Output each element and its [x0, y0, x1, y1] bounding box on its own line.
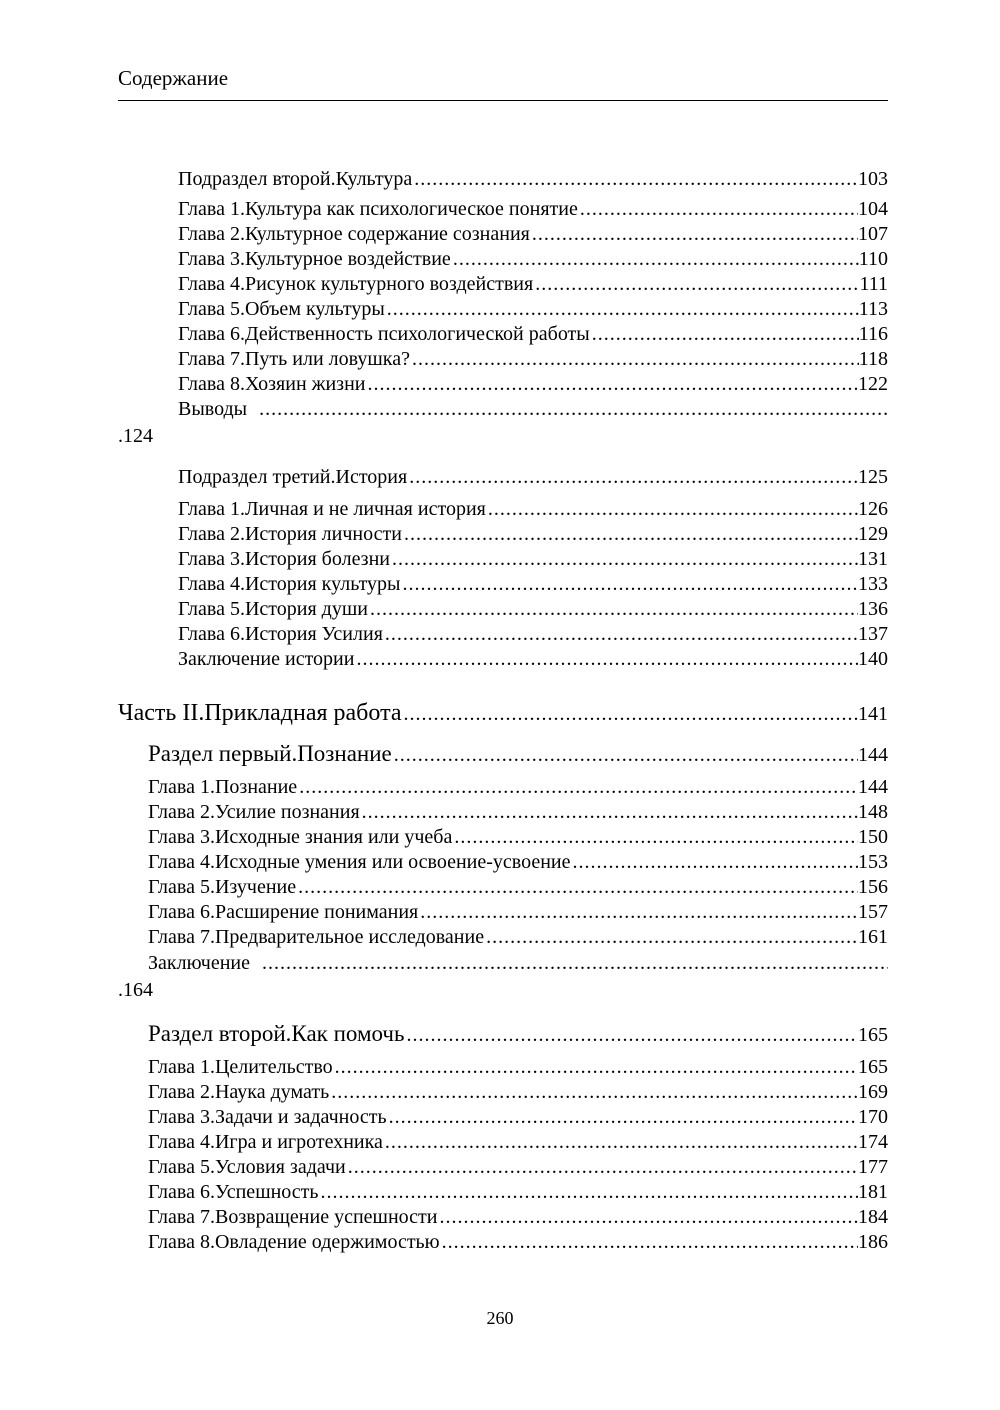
toc-leader-dots — [383, 1131, 858, 1154]
toc-entry-page: 103 — [858, 168, 888, 190]
toc-leader-dots — [451, 248, 859, 271]
toc-entry-title: Глава 7.Возвращение успешности — [148, 1206, 438, 1228]
toc-entry-page: 141 — [858, 703, 888, 725]
toc-entry-page: 129 — [858, 523, 888, 545]
toc-entry-title: Часть II.Прикладная работа — [118, 700, 402, 726]
toc-leader-dots — [437, 1206, 858, 1229]
toc-chapter-entry[interactable] — [178, 373, 888, 396]
toc-entry-page: 125 — [858, 466, 888, 488]
toc-chapter-entry[interactable] — [178, 273, 888, 296]
toc-entry-title: Глава 2.Усилие познания — [148, 801, 360, 823]
toc-chapter-entry[interactable] — [148, 901, 888, 924]
toc-entry-page: 144 — [858, 776, 888, 798]
page-number: 260 — [486, 1308, 514, 1328]
toc-entry-page: 137 — [858, 623, 888, 645]
toc-entry-title: Глава 6.Действенность психологической работы — [178, 323, 590, 345]
toc-chapter-entry[interactable] — [148, 1131, 888, 1154]
toc-leader-dots — [250, 952, 888, 975]
toc-entry-title: Глава 3.История болезни — [178, 548, 390, 570]
toc-entry-page: 133 — [858, 573, 888, 595]
toc-entry-title: Глава 8.Овладение одержимостью — [148, 1231, 440, 1253]
toc-leader-dots — [578, 198, 858, 221]
toc-chapter-entry[interactable] — [178, 223, 888, 246]
toc-chapter-entry[interactable] — [148, 926, 888, 949]
toc-entry-page: 110 — [858, 248, 888, 270]
toc-leader-dots — [402, 703, 858, 726]
toc-leader-dots — [354, 648, 858, 671]
toc-entry-title: Глава 3.Культурное воздействие — [178, 248, 451, 270]
toc-entry-title: Подраздел второй.Культура — [178, 168, 413, 190]
toc-entry-page: 111 — [859, 273, 888, 295]
toc-entry-title: Глава 2.Наука думать — [148, 1081, 330, 1103]
toc-chapter-entry[interactable] — [148, 776, 888, 799]
toc-leader-dots — [296, 876, 858, 899]
toc-chapter-entry[interactable] — [178, 648, 888, 671]
toc-entry-page: 184 — [858, 1206, 888, 1228]
toc-entry-title: Глава 4.Рисунок культурного воздействия — [178, 273, 534, 295]
toc-entry-title: Глава 5.Объем культуры — [178, 298, 385, 320]
page-header: Содержание — [118, 66, 229, 90]
toc-entry-title: Глава 7.Предварительное исследование — [148, 926, 485, 948]
toc-chapter-entry[interactable] — [148, 876, 888, 899]
toc-leader-dots — [590, 323, 859, 346]
toc-subsection-heading[interactable] — [178, 168, 888, 191]
toc-chapter-entry[interactable] — [178, 623, 888, 646]
toc-entry-page: 174 — [858, 1131, 888, 1153]
toc-entry-page: 177 — [858, 1156, 888, 1178]
toc-chapter-entry[interactable] — [148, 1056, 888, 1079]
toc-entry-page: 148 — [858, 801, 888, 823]
toc-leader-dots — [346, 1156, 858, 1179]
toc-leader-dots — [410, 348, 859, 371]
toc-leader-dots — [412, 168, 858, 191]
toc-entry-title: Глава 1.Культура как психологическое понятие — [178, 198, 578, 220]
toc-entry-title: Глава 7.Путь или ловушка? — [178, 348, 410, 370]
toc-entry-page: 169 — [858, 1081, 888, 1103]
toc-chapter-entry[interactable] — [148, 1181, 888, 1204]
toc-entry-title: Глава 1.Личная и не личная история — [178, 498, 486, 520]
toc-chapter-entry[interactable] — [178, 523, 888, 546]
toc-entry-page: 131 — [858, 548, 888, 570]
toc-leader-dots — [404, 1024, 858, 1047]
toc-chapter-entry[interactable] — [148, 1206, 888, 1229]
toc-entry-title: Глава 3.Задачи и задачность — [148, 1106, 387, 1128]
toc-entry-page: 107 — [858, 223, 888, 245]
toc-leader-dots — [385, 298, 859, 321]
toc-entry-page: 157 — [858, 901, 888, 923]
toc-leader-dots — [418, 901, 858, 924]
toc-leader-dots — [452, 826, 858, 849]
toc-entry-page: 122 — [858, 373, 888, 395]
toc-entry-page: 136 — [858, 598, 888, 620]
toc-entry-page: 118 — [858, 348, 888, 370]
toc-entry-title: Раздел первый.Познание — [148, 741, 392, 766]
toc-leader-dots — [400, 573, 858, 596]
toc-wrapped-page-number: .164 — [118, 979, 153, 1001]
toc-chapter-entry[interactable] — [148, 851, 888, 874]
toc-entry-page: 144 — [858, 744, 888, 766]
toc-chapter-entry[interactable] — [148, 1106, 888, 1129]
toc-entry-title: Заключение истории — [178, 648, 355, 670]
toc-leader-dots — [570, 851, 858, 874]
toc-chapter-entry[interactable] — [178, 498, 888, 521]
toc-leader-dots — [297, 776, 858, 799]
toc-section-heading[interactable] — [148, 1021, 888, 1047]
toc-entry-title: Глава 2.Культурное содержание сознания — [178, 223, 530, 245]
header-rule — [118, 100, 888, 101]
toc-chapter-entry[interactable] — [178, 348, 888, 371]
toc-entry-page: 170 — [858, 1106, 888, 1128]
toc-entry-page: 165 — [858, 1024, 888, 1046]
toc-leader-dots — [390, 548, 858, 571]
toc-entry-page: 140 — [858, 648, 888, 670]
toc-entry-page: 186 — [858, 1231, 888, 1253]
toc-entry-title: Глава 6.Расширение понимания — [148, 901, 419, 923]
toc-leader-dots — [360, 801, 858, 824]
toc-chapter-entry[interactable] — [178, 323, 888, 346]
toc-entry-title: Раздел второй.Как помочь — [148, 1021, 405, 1046]
toc-leader-dots — [247, 398, 888, 421]
toc-leader-dots — [533, 273, 859, 296]
toc-entry-page: 181 — [858, 1181, 888, 1203]
toc-entry-title: Выводы — [178, 398, 248, 420]
toc-conclusion-entry[interactable] — [148, 952, 888, 975]
toc-leader-dots — [392, 744, 858, 767]
toc-entry-title: Глава 6.Успешность — [148, 1181, 319, 1203]
toc-leader-dots — [319, 1181, 858, 1204]
toc-chapter-entry[interactable] — [178, 573, 888, 596]
toc-entry-page: 153 — [858, 851, 888, 873]
toc-leader-dots — [368, 598, 858, 621]
toc-entry-title: Глава 8.Хозяин жизни — [178, 373, 366, 395]
toc-chapter-entry[interactable] — [178, 248, 888, 271]
toc-chapter-entry[interactable] — [148, 1081, 888, 1104]
toc-entry-page: 165 — [858, 1056, 888, 1078]
toc-entry-title: Глава 4.История культуры — [178, 573, 401, 595]
toc-entry-title: Глава 4.Игра и игротехника — [148, 1131, 383, 1153]
toc-leader-dots — [530, 223, 858, 246]
toc-leader-dots — [402, 523, 858, 546]
toc-entry-title: Глава 4.Исходные умения или освоение-усвоение — [148, 851, 571, 873]
toc-entry-page: 126 — [858, 498, 888, 520]
toc-entry-page: 116 — [858, 323, 888, 345]
toc-wrapped-page-number: .124 — [118, 425, 153, 447]
toc-entry-page: 150 — [858, 826, 888, 848]
toc-leader-dots — [387, 1106, 858, 1129]
toc-entry-page: 113 — [858, 298, 888, 320]
toc-entry-title: Глава 5.История души — [178, 598, 368, 620]
toc-entry-page: 161 — [858, 926, 888, 948]
toc-entry-page: 156 — [858, 876, 888, 898]
toc-part-heading[interactable] — [118, 700, 888, 727]
toc-chapter-entry[interactable] — [178, 548, 888, 571]
toc-entry-title: Глава 5.Изучение — [148, 876, 297, 898]
toc-entry-title: Глава 5.Условия задачи — [148, 1156, 346, 1178]
toc-entry-title: Глава 3.Исходные знания или учеба — [148, 826, 453, 848]
toc-chapter-entry[interactable] — [148, 1231, 888, 1254]
toc-leader-dots — [484, 926, 858, 949]
toc-chapter-entry[interactable] — [178, 298, 888, 321]
toc-chapter-entry[interactable] — [178, 198, 888, 221]
toc-entry-title: Заключение — [148, 952, 250, 974]
toc-chapter-entry[interactable] — [148, 1156, 888, 1179]
toc-leader-dots — [366, 373, 859, 396]
toc-leader-dots — [407, 466, 858, 489]
toc-chapter-entry[interactable] — [178, 598, 888, 621]
toc-entry-title: Глава 6.История Усилия — [178, 623, 383, 645]
toc-section-heading[interactable] — [148, 741, 888, 767]
toc-leader-dots — [383, 623, 858, 646]
toc-leader-dots — [486, 498, 858, 521]
toc-leader-dots — [440, 1231, 858, 1254]
toc-entry-page: 104 — [858, 198, 888, 220]
toc-leader-dots — [333, 1056, 858, 1079]
toc-entry-title: Подраздел третий.История — [178, 466, 408, 488]
toc-leader-dots — [329, 1081, 858, 1104]
toc-entry-title: Глава 1.Познание — [148, 776, 298, 798]
toc-chapter-entry[interactable] — [148, 826, 888, 849]
toc-chapter-entry[interactable] — [148, 801, 888, 824]
toc-entry-title: Глава 2.История личности — [178, 523, 402, 545]
toc-conclusion-entry[interactable] — [178, 398, 888, 421]
toc-entry-title: Глава 1.Целительство — [148, 1056, 333, 1078]
toc-subsection-heading[interactable] — [178, 466, 888, 489]
